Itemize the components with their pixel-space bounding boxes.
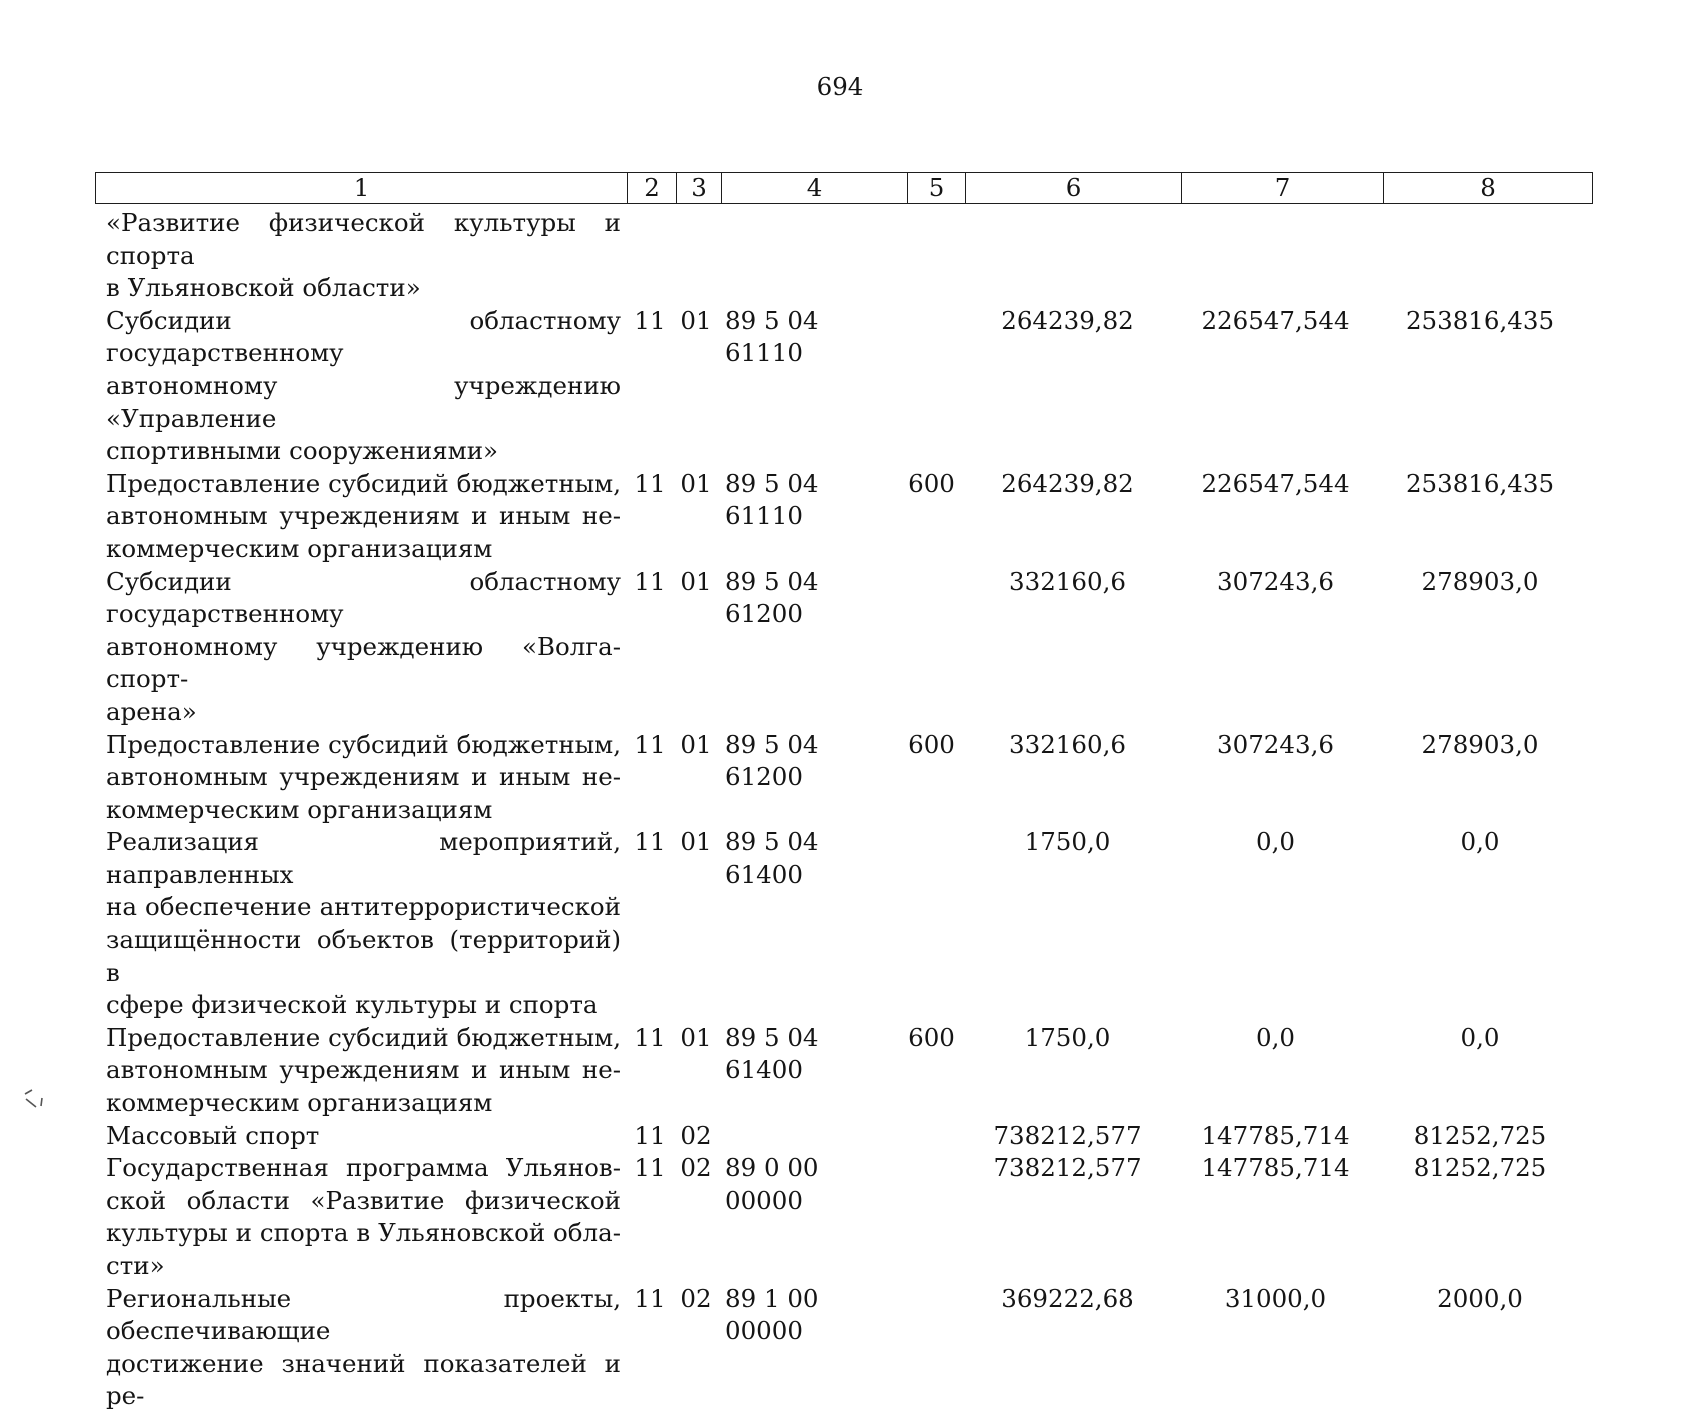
description-line: автономным учреждениям и иным не-	[106, 762, 621, 792]
cell-col-7	[1175, 207, 1376, 305]
table-row	[95, 1283, 1584, 1413]
cell-col-3: 02	[680, 1283, 712, 1313]
description-line: автономному учреждению «Управление	[106, 370, 621, 433]
description-line: Предоставление субсидий бюджетным,	[106, 468, 621, 498]
cell-col-5	[903, 1283, 960, 1413]
description-line: «Развитие физической культуры и спорта	[106, 208, 621, 270]
description-line: в Ульяновской области»	[106, 273, 421, 303]
row-description	[95, 1283, 626, 1413]
cell-col-8: 278903,0	[1421, 729, 1539, 759]
description-line: защищённости объектов (территорий) в	[106, 925, 621, 987]
cell-col-5: 600	[908, 729, 955, 759]
row-description	[95, 566, 626, 729]
description-line: культуры и спорта в Ульяновской обла-	[106, 1218, 621, 1248]
cell-col-4: 89 5 04 61200	[725, 566, 819, 629]
cell-col-4	[718, 1120, 903, 1153]
cell-col-5: 600	[908, 1022, 955, 1052]
row-description	[95, 729, 626, 827]
description-line: Государственная программа Ульянов-	[106, 1153, 621, 1183]
cell-col-5	[903, 1152, 960, 1282]
cell-col-3: 02	[680, 1153, 712, 1183]
cell-col-8: 253816,435	[1405, 468, 1555, 498]
table-row	[95, 729, 1584, 827]
cell-col-2	[626, 207, 674, 305]
stray-pen-mark	[22, 1088, 54, 1108]
description-line: Массовый спорт	[106, 1120, 320, 1150]
cell-col-4: 89 1 00 00000	[725, 1283, 819, 1346]
column-header-5: 5	[908, 173, 966, 204]
cell-col-8: 0,0	[1460, 827, 1500, 857]
cell-col-8: 81252,725	[1413, 1153, 1547, 1183]
cell-col-6: 369222,68	[1001, 1283, 1134, 1313]
cell-col-8: 2000,0	[1437, 1283, 1523, 1313]
cell-col-8: 81252,725	[1413, 1120, 1547, 1150]
table-row	[95, 1120, 1584, 1153]
row-description	[95, 826, 626, 1022]
description-line: коммерческим организациям	[106, 794, 493, 824]
cell-col-7: 226547,544	[1201, 305, 1350, 335]
cell-col-3: 01	[680, 1022, 712, 1052]
description-line: Предоставление субсидий бюджетным,	[106, 729, 621, 759]
cell-col-8: 278903,0	[1421, 566, 1539, 596]
cell-col-7: 147785,714	[1201, 1153, 1350, 1183]
cell-col-7: 147785,714	[1201, 1120, 1350, 1150]
table-row	[95, 1152, 1584, 1282]
description-line: Субсидии областному государственному	[106, 305, 621, 368]
cell-col-8: 0,0	[1460, 1022, 1500, 1052]
row-description	[95, 1022, 626, 1120]
description-line: сти»	[106, 1251, 165, 1280]
cell-col-7: 0,0	[1256, 827, 1295, 857]
description-line: коммерческим организациям	[106, 1088, 493, 1118]
column-header-row	[95, 172, 1593, 204]
description-line: автономному учреждению «Волга-спорт-	[106, 631, 621, 694]
cell-col-5	[903, 305, 960, 468]
cell-col-7: 31000,0	[1224, 1283, 1327, 1313]
cell-col-6	[960, 207, 1175, 305]
cell-col-6: 332160,6	[1009, 729, 1126, 759]
cell-col-5	[903, 207, 960, 305]
row-description	[95, 305, 626, 468]
cell-col-6: 738212,577	[993, 1120, 1142, 1150]
column-header-2: 2	[628, 173, 677, 204]
description-line: автономным учреждениям и иным не-	[106, 1055, 621, 1085]
cell-col-5	[903, 1120, 960, 1153]
cell-col-2: 11	[634, 827, 666, 857]
cell-col-3: 02	[680, 1120, 712, 1150]
cell-col-2: 11	[634, 566, 666, 596]
cell-col-6: 332160,6	[1009, 566, 1126, 596]
cell-col-3: 01	[680, 827, 712, 857]
cell-col-2: 11	[634, 1283, 666, 1313]
cell-col-2: 11	[634, 1120, 666, 1150]
cell-col-8: 253816,435	[1405, 305, 1555, 335]
cell-col-3: 01	[680, 305, 712, 335]
cell-col-5	[903, 566, 960, 729]
column-header-1: 1	[96, 173, 628, 204]
cell-col-7: 226547,544	[1201, 468, 1350, 498]
cell-col-6: 1750,0	[1024, 1022, 1111, 1052]
table-row	[95, 566, 1584, 729]
row-description	[95, 468, 626, 566]
cell-col-2: 11	[634, 729, 666, 759]
cell-col-4: 89 5 04 61400	[725, 827, 819, 889]
column-header-3: 3	[677, 173, 722, 204]
page-number: 694	[816, 72, 864, 101]
row-description	[95, 1120, 626, 1153]
description-line: ской области «Развитие физической	[106, 1185, 621, 1215]
column-header-6: 6	[966, 173, 1182, 204]
cell-col-6: 1750,0	[1024, 827, 1111, 857]
row-description	[95, 1152, 626, 1282]
description-line: арена»	[106, 696, 197, 726]
row-description	[95, 207, 626, 305]
cell-col-7: 307243,6	[1217, 729, 1334, 759]
description-line: сфере физической культуры и спорта	[106, 990, 598, 1020]
cell-col-4	[718, 207, 903, 305]
column-header-8: 8	[1384, 173, 1593, 204]
description-line: Региональные проекты, обеспечивающие	[106, 1283, 621, 1346]
description-line: на обеспечение антитеррористической	[106, 892, 621, 922]
description-line: коммерческим организациям	[106, 533, 493, 563]
cell-col-4: 89 0 00 00000	[725, 1153, 819, 1215]
cell-col-3: 01	[680, 468, 712, 498]
cell-col-6: 264239,82	[1001, 468, 1134, 498]
column-header-4: 4	[722, 173, 908, 204]
description-line: спортивными сооружениями»	[106, 436, 499, 466]
cell-col-2: 11	[634, 1153, 666, 1183]
cell-col-4: 89 5 04 61110	[725, 305, 819, 368]
table-row	[95, 305, 1584, 468]
cell-col-2: 11	[634, 305, 666, 335]
column-header-7: 7	[1182, 173, 1384, 204]
table-row	[95, 468, 1584, 566]
description-line: Субсидии областному государственному	[106, 566, 621, 629]
cell-col-6: 738212,577	[993, 1153, 1142, 1183]
cell-col-5	[903, 826, 960, 1022]
cell-col-4: 89 5 04 61110	[725, 468, 819, 531]
table-row	[95, 826, 1584, 1022]
cell-col-5: 600	[908, 468, 955, 498]
table-body	[95, 207, 1584, 1413]
cell-col-3: 01	[680, 729, 712, 759]
cell-col-4: 89 5 04 61400	[725, 1022, 819, 1085]
table-row	[95, 207, 1584, 305]
cell-col-2: 11	[634, 1022, 666, 1052]
description-line: автономным учреждениям и иным не-	[106, 501, 621, 531]
cell-col-3	[674, 207, 718, 305]
table-row	[95, 1022, 1584, 1120]
cell-col-8	[1376, 207, 1584, 305]
description-line: Предоставление субсидий бюджетным,	[106, 1022, 621, 1052]
cell-col-2: 11	[634, 468, 666, 498]
cell-col-3: 01	[680, 566, 712, 596]
cell-col-4: 89 5 04 61200	[725, 729, 819, 792]
cell-col-6: 264239,82	[1001, 305, 1134, 335]
cell-col-7: 0,0	[1256, 1022, 1295, 1052]
cell-col-7: 307243,6	[1217, 566, 1334, 596]
description-line: Реализация мероприятий, направленных	[106, 827, 621, 889]
description-line: достижение значений показателей и ре-	[106, 1348, 621, 1411]
